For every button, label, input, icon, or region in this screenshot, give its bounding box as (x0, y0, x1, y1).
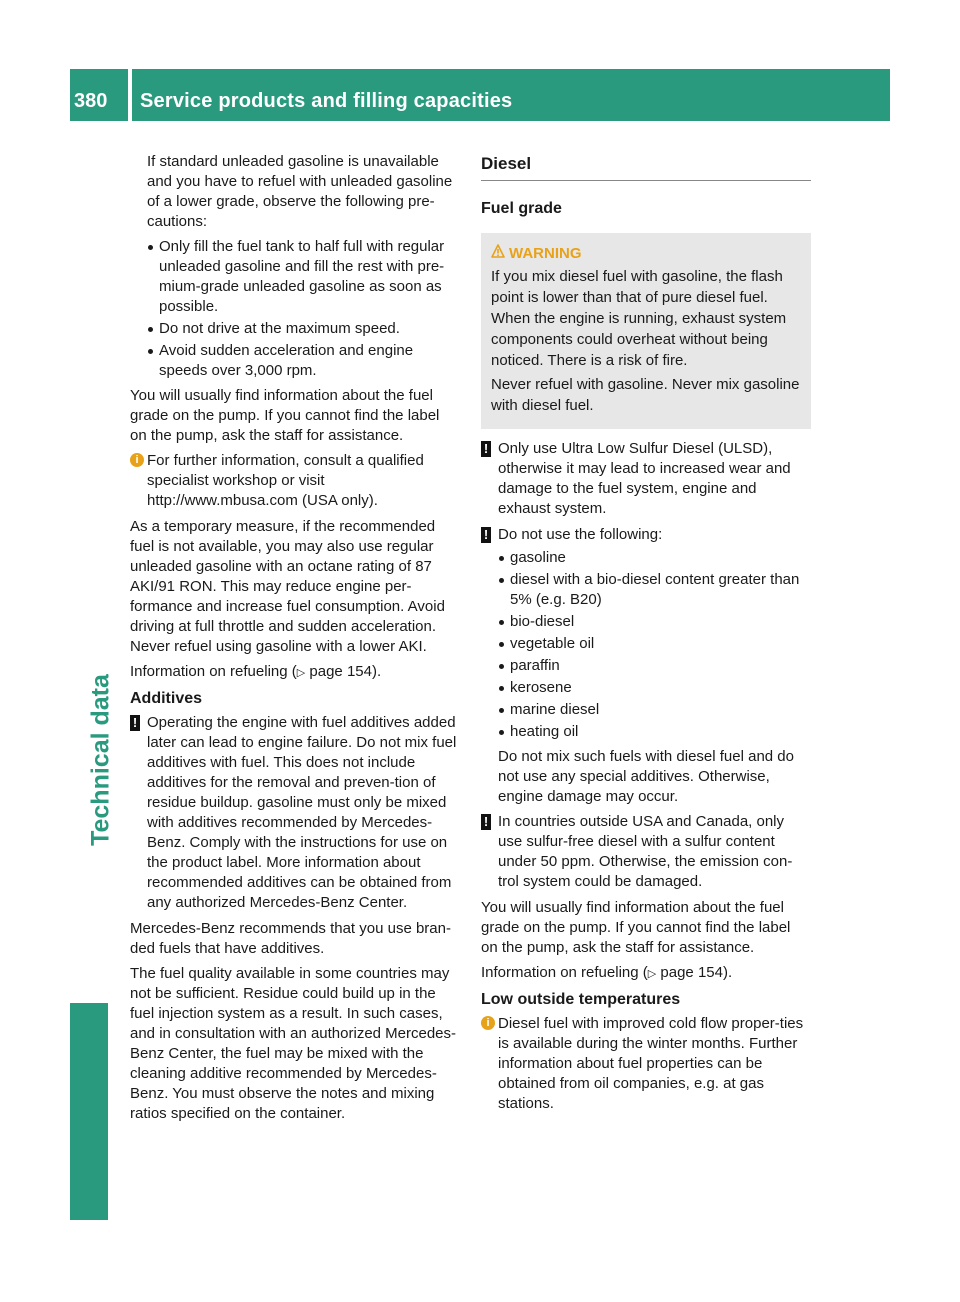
side-tab (82, 560, 120, 960)
list-item: gasoline (498, 548, 811, 568)
list-item: Avoid sudden acceleration and engine speeds over 3,000 rpm. (147, 341, 460, 381)
diesel-heading: Diesel (481, 152, 811, 181)
exclamation-icon: ! (481, 527, 491, 543)
ulsd-caution-note (481, 439, 811, 519)
sulfur-note-text: In countries outside USA and Canada, only use sulfur-free diesel with a sulfur content under 50 ppm. Otherwise, the emission con-trol system could be damaged. (498, 813, 793, 890)
low-temperatures-heading: Low outside temperatures (481, 991, 681, 1008)
info-note-text: For further information, consult a qualified specialist workshop or visit http://www.mbusa.com (USA only). (147, 452, 424, 509)
warning-triangle-icon (491, 244, 505, 258)
sulfur-caution-note (481, 812, 811, 892)
list-item: paraffin (498, 656, 811, 676)
exclamation-icon: ! (130, 715, 140, 731)
list-item: kerosene (498, 678, 811, 698)
temporary-measure-paragraph: As a temporary measure, if the recommended fuel is not available, you may also use regular unleaded gasoline with an octane rating of 87 AKI/91 RON. This may reduce engine per-formance and increase fuel consumption. Avoid driving at full throttle and sudden acceleration. Never refuel using gasoline with a lower AKI. (130, 518, 445, 655)
recommends-paragraph: Mercedes-Benz recommends that you use bran-ded fuels that have additives. (130, 920, 451, 957)
side-tab-label: Technical data (86, 674, 115, 846)
low-temp-note-text: Diesel fuel with improved cold flow proper-ties is available during the winter months. Further information about fuel properties can be obtained from oil companies, e.g. at gas stations. (498, 1015, 804, 1112)
additives-heading: Additives (130, 690, 203, 707)
info-icon: i (130, 453, 144, 467)
fuel-quality-paragraph: The fuel quality available in some countries may not be sufficient. Residue could build up in the fuel injection system as a result. In such cases, and in consultation with an authorized Mercedes-Benz Center, the fuel may be mixed with the cleaning additive recommended by Mercedes-Benz. You must observe the notes and mixing ratios specified on the container. (130, 965, 457, 1122)
side-marker (70, 1003, 108, 1220)
additives-caution-note (130, 713, 460, 913)
info-note (130, 451, 460, 511)
warning-box (481, 233, 811, 429)
page-link[interactable]: page 154). (660, 964, 733, 981)
pump-info-paragraph: You will usually find information about the fuel grade on the pump. If you cannot find the label on the pump, ask the staff for assistance. (481, 899, 791, 956)
intro-paragraph: If standard unleaded gasoline is unavailable and you have to refuel with unleaded gasoline of a lower grade, observe the following pre-cautions: (147, 153, 453, 230)
ulsd-note-text: Only use Ultra Low Sulfur Diesel (ULSD), otherwise it may lead to increased wear and damage to the fuel system, engine and exhaust system. (498, 440, 791, 517)
header-divider (128, 69, 132, 121)
do-not-use-list (481, 548, 811, 742)
list-item: marine diesel (498, 700, 811, 720)
fuel-grade-heading: Fuel grade (481, 200, 562, 217)
page-number: 380 (74, 90, 108, 112)
pump-info-paragraph: You will usually find information about the fuel grade on the pump. If you cannot find the label on the pump, ask the staff for assistance. (130, 387, 440, 444)
page-link[interactable]: page 154). (309, 663, 382, 680)
warning-text-1: If you mix diesel fuel with gasoline, the flash point is lower than that of pure diesel fuel. When the engine is running, exhaust system components could overheat without being noticed. There is a risk of fire. (491, 268, 787, 369)
low-temp-info-note (481, 1014, 811, 1114)
list-item: vegetable oil (498, 634, 811, 654)
do-not-mix-paragraph: Do not mix such fuels with diesel fuel and do not use any special additives. Otherwise, engine damage may occur. (498, 748, 794, 805)
page-title: Service products and filling capacities (140, 90, 513, 112)
arrow-icon: ▷ (647, 968, 657, 980)
list-item: diesel with a bio-diesel content greater than 5% (e.g. B20) (498, 570, 811, 610)
right-column (481, 152, 811, 1120)
left-column (130, 152, 460, 1129)
list-item: Only fill the fuel tank to half full with regular unleaded gasoline and fill the rest with pre-mium-grade unleaded gasoline as soon as possible. (147, 237, 460, 317)
list-item: heating oil (498, 722, 811, 742)
refuel-reference: Information on refueling (▷ page 154). (130, 663, 382, 680)
arrow-icon: ▷ (296, 667, 306, 679)
exclamation-icon: ! (481, 814, 491, 830)
additives-note-text: Operating the engine with fuel additives added later can lead to engine failure. Do not mix fuel additives with fuel. This does not include additives for the removal and preven-tion of residue buildup. gasoline must only be mixed with additives recommended by Mercedes-Benz. Comply with the instructions for use on the product label. More information about recommended additives can be obtained from any authorized Mercedes-Benz Center. (147, 714, 457, 911)
warning-title: WARNING (491, 243, 801, 264)
refuel-reference: Information on refueling (▷ page 154). (481, 964, 733, 981)
warning-text-2: Never refuel with gasoline. Never mix gasoline with diesel fuel. (491, 376, 800, 414)
do-not-use-text: Do not use the following: (498, 526, 663, 543)
list-item: Do not drive at the maximum speed. (147, 319, 460, 339)
do-not-use-caution-note (481, 525, 811, 545)
precautions-list (130, 237, 460, 381)
info-icon: i (481, 1016, 495, 1030)
list-item: bio-diesel (498, 612, 811, 632)
exclamation-icon: ! (481, 441, 491, 457)
